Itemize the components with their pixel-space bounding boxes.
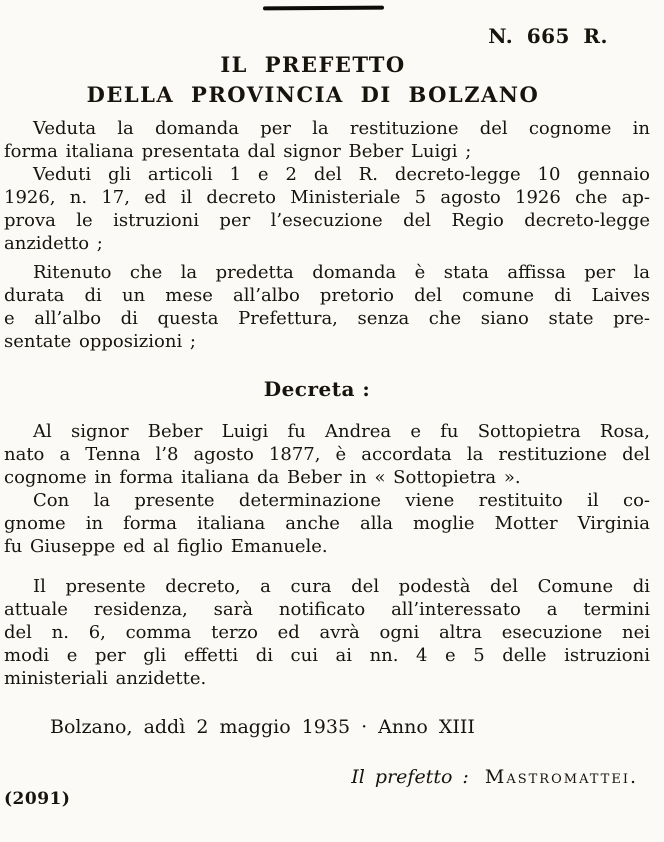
paragraph-line: cognome in forma italiana da Beber in « Sottopietra ». [4, 467, 521, 488]
paragraph-line: ministeriali anzidette. [4, 668, 207, 689]
paragraph-al-signor [4, 420, 650, 489]
paragraph-line: sentate opposizioni ; [4, 331, 196, 352]
paragraph-line: Con la presente determinazione viene restituito il co- [33, 490, 650, 511]
paragraph-line: Veduti gli articoli 1 e 2 del R. decreto-legge 10 gennaio [33, 164, 650, 185]
signature-name: Mastromattei. [484, 766, 638, 788]
paragraph-line: del n. 6, comma terzo ed avrà ogni altra esecuzione nei [4, 622, 650, 643]
reference-number: N. 665 R. [488, 24, 608, 48]
paragraph-line: modi e per gli effetti di cui ai nn. 4 e 5 delle istruzioni [4, 645, 650, 666]
paragraph-con-la-presente [4, 489, 650, 558]
paragraph-line: 1926, n. 17, ed il decreto Ministeriale 5 agosto 1926 che ap- [4, 187, 650, 208]
paragraph-line: nato a Tenna l’8 agosto 1877, è accordata la restituzione del [4, 444, 650, 465]
paragraph-veduta [4, 117, 650, 163]
footer-registry-number: (2091) [4, 789, 71, 809]
paragraph-line: fu Giuseppe ed al figlio Emanuele. [4, 536, 328, 557]
paragraph-line: prova le istruzioni per l’esecuzione del Regio decreto-legge [4, 210, 650, 231]
paragraph-line: Al signor Beber Luigi fu Andrea e fu Sottopietra Rosa, [33, 421, 650, 442]
paragraph-line: Ritenuto che la predetta domanda è stata affissa per la [33, 262, 650, 283]
paragraph-line: Il presente decreto, a cura del podestà del Comune di [33, 576, 650, 597]
paragraph-line: gnome in forma italiana anche alla moglie Motter Virginia [4, 513, 650, 534]
top-rule-divider [263, 6, 384, 11]
dateline: Bolzano, addì 2 maggio 1935 · Anno XIII [50, 716, 475, 738]
paragraph-ritenuto [4, 261, 650, 353]
paragraph-line: Veduta la domanda per la restituzione del cognome in [33, 118, 650, 139]
document-title-line2: DELLA PROVINCIA DI BOLZANO [86, 82, 540, 107]
paragraph-line: forma italiana presentata dal signor Beber Luigi ; [4, 141, 472, 162]
paragraph-il-presente-decreto [4, 575, 650, 690]
paragraph-line: e all’albo di questa Prefettura, senza che siano state pre- [4, 308, 650, 329]
paragraph-line: attuale residenza, sarà notificato all’interessato a termini [4, 599, 650, 620]
signature-row [4, 766, 650, 788]
decree-heading: Decreta : [263, 377, 371, 401]
document-title-line1: IL PREFETTO [220, 52, 406, 77]
paragraph-veduti [4, 163, 650, 255]
paragraph-line: durata di un mese all’albo pretorio del comune di Laives [4, 285, 650, 306]
paragraph-line: anzidetto ; [4, 233, 103, 254]
signature-role: Il prefetto : [351, 766, 469, 788]
